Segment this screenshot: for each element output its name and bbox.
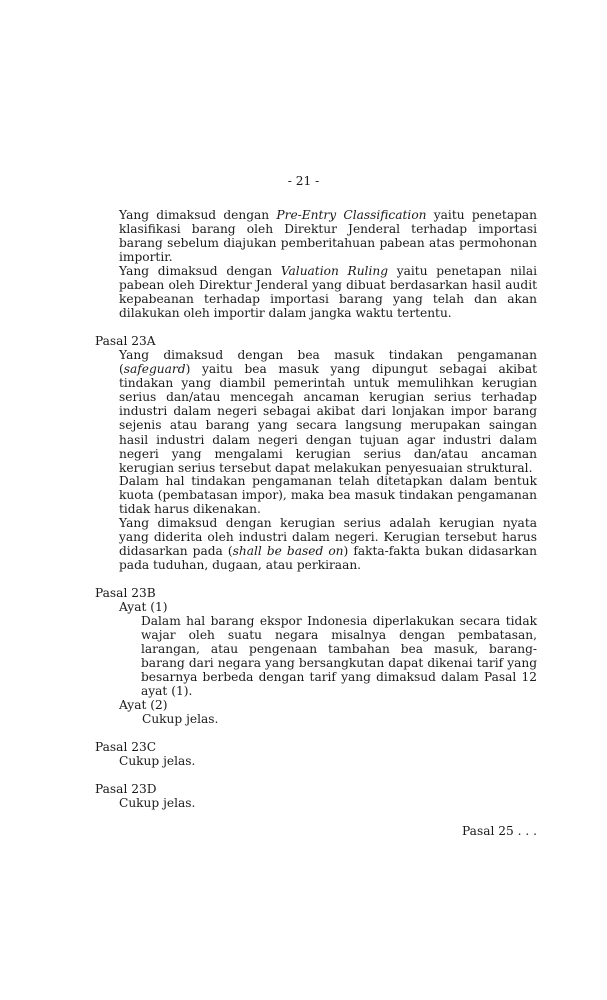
paragraph-lead: Yang dimaksud dengan kerugian serius adalah kerugian nyata yang diderita oleh industri dalam negeri. Kerugian tersebut harus didasarkan pada ( <box>119 516 537 559</box>
definition-term: Valuation Ruling <box>280 264 389 278</box>
pasal-23b-ayat-1-text: Dalam hal barang ekspor Indonesia diperlakukan secara tidak wajar oleh suatu negara misalnya dengan pembatasan, larangan, atau pengenaan tambahan bea masuk, barang-barang dari negara yang bersangkutan dapat dikenai tarif yang besarnya berbeda dengan tarif yang dimaksud dalam Pasal 12 ayat (1). <box>141 614 537 699</box>
pasal-23d-text: Cukup jelas. <box>119 796 196 810</box>
paragraph-lead: Yang dimaksud dengan bea masuk tindakan pengamanan ( <box>119 348 537 377</box>
pasal-23a-heading: Pasal 23A <box>95 334 156 348</box>
pasal-23b-ayat-2-text: Cukup jelas. <box>142 712 219 726</box>
definition-text: yaitu penetapan klasifikasi barang oleh Direktur Jenderal terhadap importasi barang sebelum diajukan pemberitahuan pabean atas permohonan importir. <box>119 208 538 265</box>
definition-lead: Yang dimaksud dengan <box>119 264 281 278</box>
definition-pre-entry-classification <box>119 208 537 264</box>
pasal-23b-ayat-2-label: Ayat (2) <box>119 698 168 712</box>
pasal-23a-paragraph-kuota: Dalam hal tindakan pengamanan telah ditetapkan dalam bentuk kuota (pembatasan impor), maka bea masuk tindakan pengamanan tidak harus dikenakan. <box>119 474 537 517</box>
pasal-23c-heading: Pasal 23C <box>95 740 157 754</box>
paragraph-text: ) yaitu bea masuk yang dipungut sebagai akibat tindakan yang diambil pemerintah untuk memulihkan kerugian serius dan/atau mencegah ancaman kerugian serius terhadap industri dalam negeri sebagai akibat dari lonjakan impor barang sejenis atau barang yang secara langsung merupakan saingan hasil industri dalam negeri dengan tujuan agar industri dalam negeri yang mengalami kerugian serius dan/atau ancaman kerugian serius tersebut dapat melakukan penyesuaian struktural. <box>119 362 537 475</box>
pasal-23a-paragraph-safeguard <box>119 348 537 475</box>
paragraph-text: ) fakta-fakta bukan didasarkan pada tuduhan, dugaan, atau perkiraan. <box>119 544 537 573</box>
page-number: - 21 - <box>287 174 320 188</box>
paragraph-term: safeguard <box>123 362 186 377</box>
pasal-23b-ayat-1-label: Ayat (1) <box>119 600 168 614</box>
next-page-reference: Pasal 25 . . . <box>462 824 537 838</box>
paragraph-term: shall be based on <box>232 544 344 559</box>
definition-term: Pre-Entry Classification <box>276 208 427 222</box>
pasal-23c-text: Cukup jelas. <box>119 754 196 768</box>
definition-text: yaitu penetapan nilai pabean oleh Direktur Jenderal yang dibuat berdasarkan hasil audit kepabeanan terhadap importasi barang yang telah dan akan dilakukan oleh importir dalam jangka waktu tertentu. <box>119 264 538 321</box>
pasal-23d-heading: Pasal 23D <box>95 782 157 796</box>
definition-lead: Yang dimaksud dengan <box>119 208 277 222</box>
pasal-23a-paragraph-kerugian-serius <box>119 516 537 572</box>
definition-valuation-ruling <box>119 264 537 320</box>
pasal-23b-heading: Pasal 23B <box>95 586 156 600</box>
